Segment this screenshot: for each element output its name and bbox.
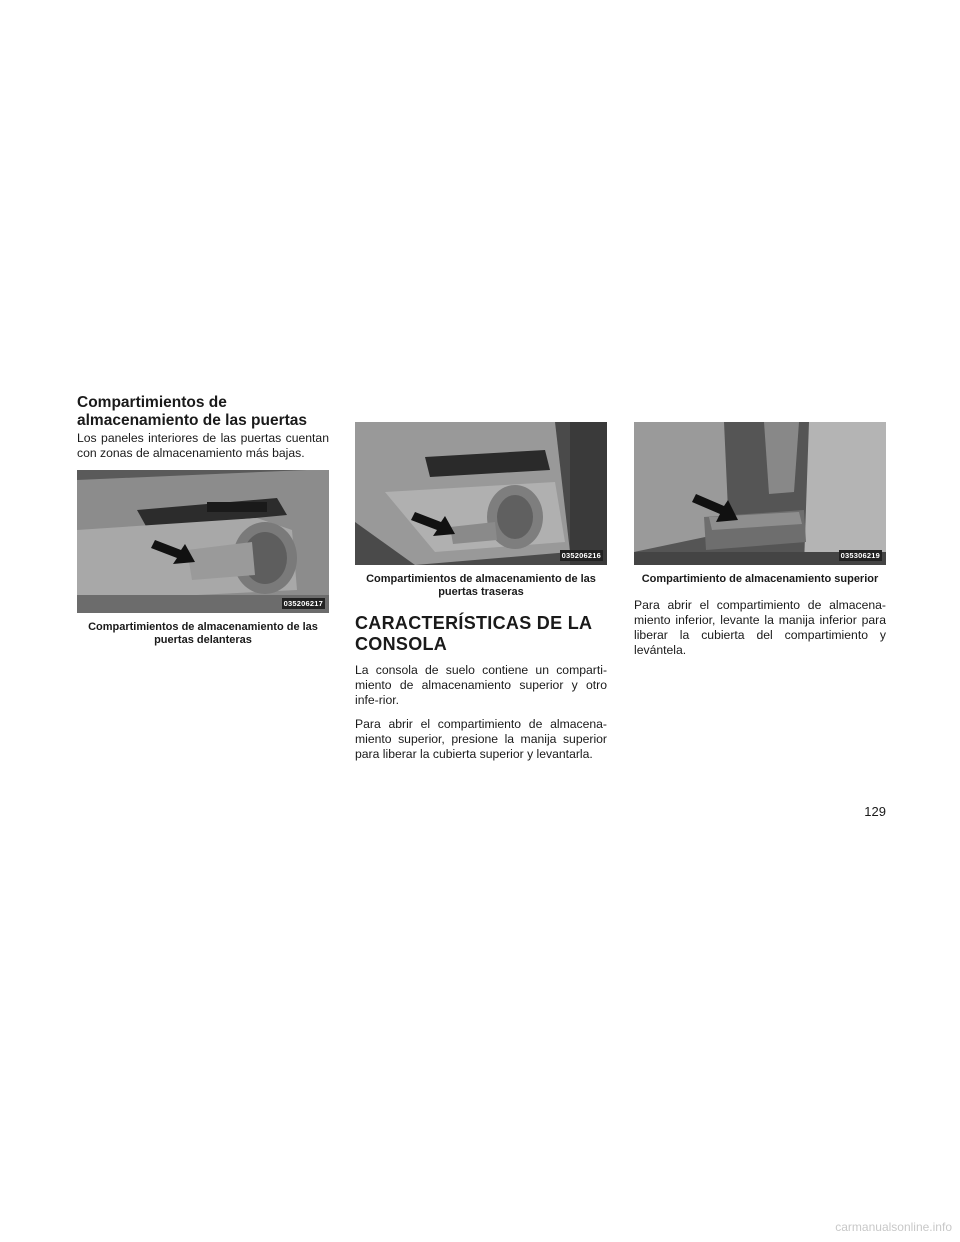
column-3 (634, 422, 886, 667)
rear-door-illustration (355, 422, 607, 565)
console-paragraph-1: La consola de suelo contiene un comparti-miento de almacenamiento superior y otro infe-rior. (355, 663, 607, 707)
column-2 (355, 422, 607, 771)
rear-door-photo (355, 422, 607, 565)
figure-code: 035306219 (840, 551, 880, 560)
page-number: 129 (864, 804, 886, 819)
console-photo (634, 422, 886, 565)
door-storage-heading: Compartimientos de almacenamiento de las puertas (77, 394, 308, 429)
console-paragraph-2: Para abrir el compartimiento de almacena-miento superior, presione la manija superior para liberar la cubierta superior y levantarla. (355, 717, 607, 761)
column-1 (77, 394, 329, 659)
console-caption: Compartimiento de almacenamiento superior (641, 573, 879, 585)
figure-code: 035206217 (283, 599, 323, 608)
figure-code: 035206216 (561, 551, 601, 560)
console-paragraph-3: Para abrir el compartimiento de almacena-miento inferior, levante la manija inferior para liberar la cubierta del compartimiento y levántela. (634, 598, 886, 657)
front-door-illustration (77, 470, 329, 613)
front-door-caption: Compartimientos de almacenamiento de las puertas delanteras (88, 621, 318, 646)
watermark: carmanualsonline.info (835, 1220, 952, 1234)
console-illustration (634, 422, 886, 565)
console-features-heading: CARACTERÍSTICAS DE LA CONSOLA (355, 613, 592, 654)
rear-door-caption: Compartimientos de almacenamiento de las puertas traseras (366, 573, 596, 598)
front-door-photo (77, 470, 329, 613)
door-storage-paragraph: Los paneles interiores de las puertas cuentan con zonas de almacenamiento más bajas. (77, 431, 329, 460)
